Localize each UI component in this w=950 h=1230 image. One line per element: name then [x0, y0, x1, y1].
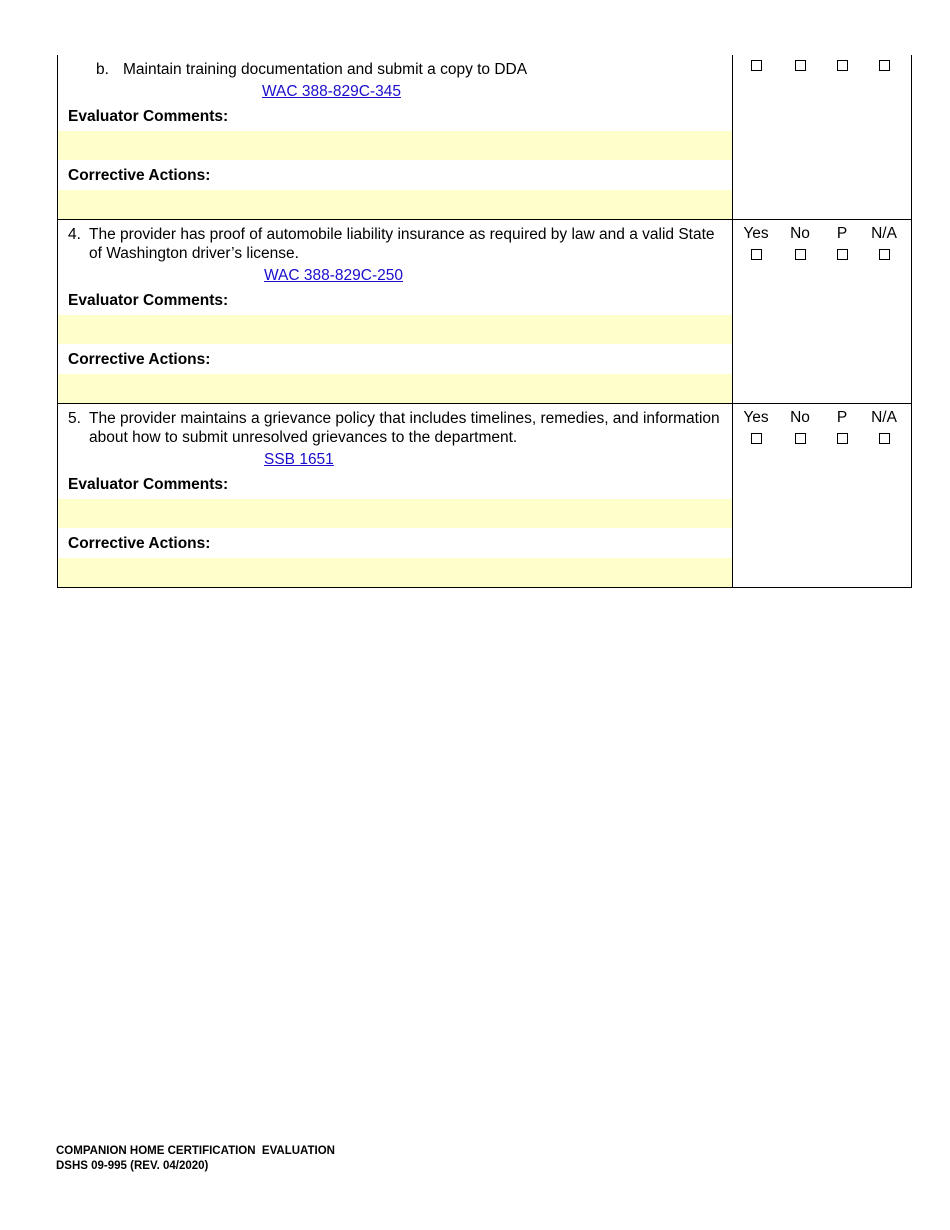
- item-b-letter: b.: [96, 61, 109, 78]
- page-footer: [56, 1144, 335, 1174]
- item-5-na-checkbox[interactable]: [879, 433, 890, 444]
- item-b-section: [58, 55, 911, 220]
- footer-form-number: DSHS 09-995 (REV. 04/2020): [56, 1160, 209, 1172]
- item-4-corrective-actions-label: Corrective Actions:: [68, 351, 211, 368]
- item-4-no-header: No: [790, 225, 810, 242]
- item-b-evaluator-comments-field[interactable]: [58, 130, 732, 160]
- item-b-corrective-actions-field[interactable]: [58, 189, 732, 219]
- item-5-corrective-actions-label: Corrective Actions:: [68, 535, 211, 552]
- item-4-p-header: P: [836, 225, 848, 242]
- footer-form-title: COMPANION HOME CERTIFICATION EVALUATION: [56, 1145, 335, 1157]
- evaluation-form: [57, 55, 912, 588]
- item-4-number: 4.: [68, 226, 81, 243]
- item-4-p-checkbox[interactable]: [837, 249, 848, 260]
- item-5-reference-link[interactable]: SSB 1651: [264, 451, 334, 468]
- item-b-text: Maintain training documentation and submit a copy to DDA: [123, 61, 528, 78]
- item-4-yes-header: Yes: [743, 225, 769, 242]
- item-b-reference-link[interactable]: WAC 388-829C-345: [262, 83, 401, 100]
- item-4-na-checkbox[interactable]: [879, 249, 890, 260]
- item-4-content: [58, 220, 733, 403]
- item-5-yes-header: Yes: [743, 409, 769, 426]
- item-5-p-checkbox[interactable]: [837, 433, 848, 444]
- item-4-evaluator-comments-label: Evaluator Comments:: [68, 292, 229, 309]
- item-4-ratings: [733, 220, 911, 403]
- item-5-yes-checkbox[interactable]: [751, 433, 762, 444]
- item-b-na-checkbox[interactable]: [879, 60, 890, 71]
- item-4-text: The provider has proof of automobile liability insurance as required by law and a valid State of Washington driver’s license.: [89, 226, 715, 262]
- item-5-p-header: P: [836, 409, 848, 426]
- item-5-content: [58, 404, 733, 587]
- item-5-corrective-actions-field[interactable]: [58, 557, 732, 587]
- item-5-evaluator-comments-label: Evaluator Comments:: [68, 476, 229, 493]
- item-b-p-checkbox[interactable]: [837, 60, 848, 71]
- item-5-number: 5.: [68, 410, 81, 427]
- item-4-evaluator-comments-field[interactable]: [58, 314, 732, 344]
- item-5-no-header: No: [790, 409, 810, 426]
- item-5-section: [58, 404, 911, 588]
- item-b-no-checkbox[interactable]: [795, 60, 806, 71]
- item-b-corrective-actions-label: Corrective Actions:: [68, 167, 211, 184]
- item-5-ratings: [733, 404, 911, 587]
- item-5-evaluator-comments-field[interactable]: [58, 498, 732, 528]
- item-4-reference-link[interactable]: WAC 388-829C-250: [264, 267, 403, 284]
- item-4-no-checkbox[interactable]: [795, 249, 806, 260]
- item-5-na-header: N/A: [871, 409, 897, 426]
- item-4-section: [58, 220, 911, 404]
- item-b-evaluator-comments-label: Evaluator Comments:: [68, 108, 229, 125]
- item-5-text: The provider maintains a grievance policy that includes timelines, remedies, and information about how to submit unresolved grievances to the department.: [89, 410, 720, 446]
- item-5-no-checkbox[interactable]: [795, 433, 806, 444]
- item-4-na-header: N/A: [871, 225, 897, 242]
- item-b-ratings: [733, 55, 911, 219]
- item-b-yes-checkbox[interactable]: [751, 60, 762, 71]
- item-4-corrective-actions-field[interactable]: [58, 373, 732, 403]
- item-4-yes-checkbox[interactable]: [751, 249, 762, 260]
- item-b-content: [58, 55, 733, 219]
